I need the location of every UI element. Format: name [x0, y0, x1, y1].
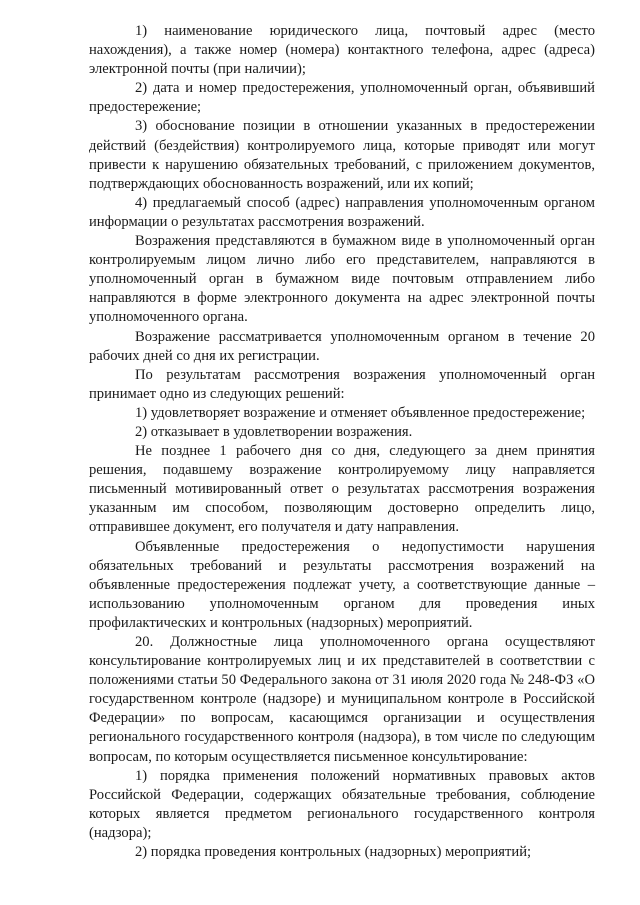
warnings-accounting-paragraph: Объявленные предостережения о недопустимости нарушения обязательных требований и результаты рассмотрения возражений на объявленные предостережения подлежат учету, а соответствующие данные – использованию уполномоченным органом для проведения иных профилактических и контрольных (надзорных) мероприятий.	[89, 538, 595, 631]
objection-item-3: 3) обоснование позиции в отношении указанных в предостережении действий (бездействия) контролируемого лица, которые приводят или могут привести к нарушению обязательных требований, с приложением документов, подтверждающих обоснованность возражений, или их копий;	[89, 118, 595, 192]
consultation-item-2: 2) порядка проведения контрольных (надзорных) мероприятий;	[135, 844, 532, 861]
consultation-item-1: 1) порядка применения положений нормативных правовых актов Российской Федерации, содержащих обязательные требования, соблюдение которых является предметом регионального государственного контроля (надзора);	[89, 767, 595, 841]
objection-item-2: 2) дата и номер предостережения, уполномоченный орган, объявивший предостережение;	[89, 80, 595, 116]
objection-item-4: 4) предлагаемый способ (адрес) направления уполномоченным органом информации о результатах рассмотрения возражений.	[89, 194, 595, 230]
objection-submission-paragraph: Возражения представляются в бумажном виде в уполномоченный орган контролируемым лицом лично либо его представителем, направляются в уполномоченный орган в бумажном виде почтовым отправлением либо направляются в форме электронного документа на адрес электронной почты уполномоченного органа.	[89, 233, 595, 326]
objection-review-period-paragraph: Возражение рассматривается уполномоченным органом в течение 20 рабочих дней со дня их регистрации.	[89, 328, 595, 364]
document-page	[89, 22, 595, 862]
review-decisions-paragraph: По результатам рассмотрения возражения уполномоченный орган принимает одно из следующих решений:	[89, 366, 595, 402]
clause-20-consultation-paragraph: 20. Должностные лица уполномоченного органа осуществляют консультирование контролируемых лиц и их представителей в соответствии с положениями статьи 50 Федерального закона от 31 июля 2020 года № 248-ФЗ «О государственном контроле (надзоре) и муниципальном контроле в Российской Федерации» по вопросам, касающимся организации и осуществления регионального государственного контроля (надзора), в том числе по следующим вопросам, по которым осуществляется письменное консультирование:	[89, 634, 595, 765]
objection-item-1: 1) наименование юридического лица, почтовый адрес (место нахождения), а также номер (номера) контактного телефона, адрес (адреса) электронной почты (при наличии);	[89, 23, 595, 78]
decision-item-2: 2) отказывает в удовлетворении возражения.	[135, 423, 413, 440]
response-deadline-paragraph: Не позднее 1 рабочего дня со дня, следующего за днем принятия решения, подавшему возражение контролируемому лицу направляется письменный мотивированный ответ о результатах рассмотрения возражения указанным им способом, позволяющим достоверно определить лицо, отправившее документ, его получателя и дату направления.	[89, 443, 595, 536]
decision-item-1: 1) удовлетворяет возражение и отменяет объявленное предостережение;	[135, 404, 586, 421]
